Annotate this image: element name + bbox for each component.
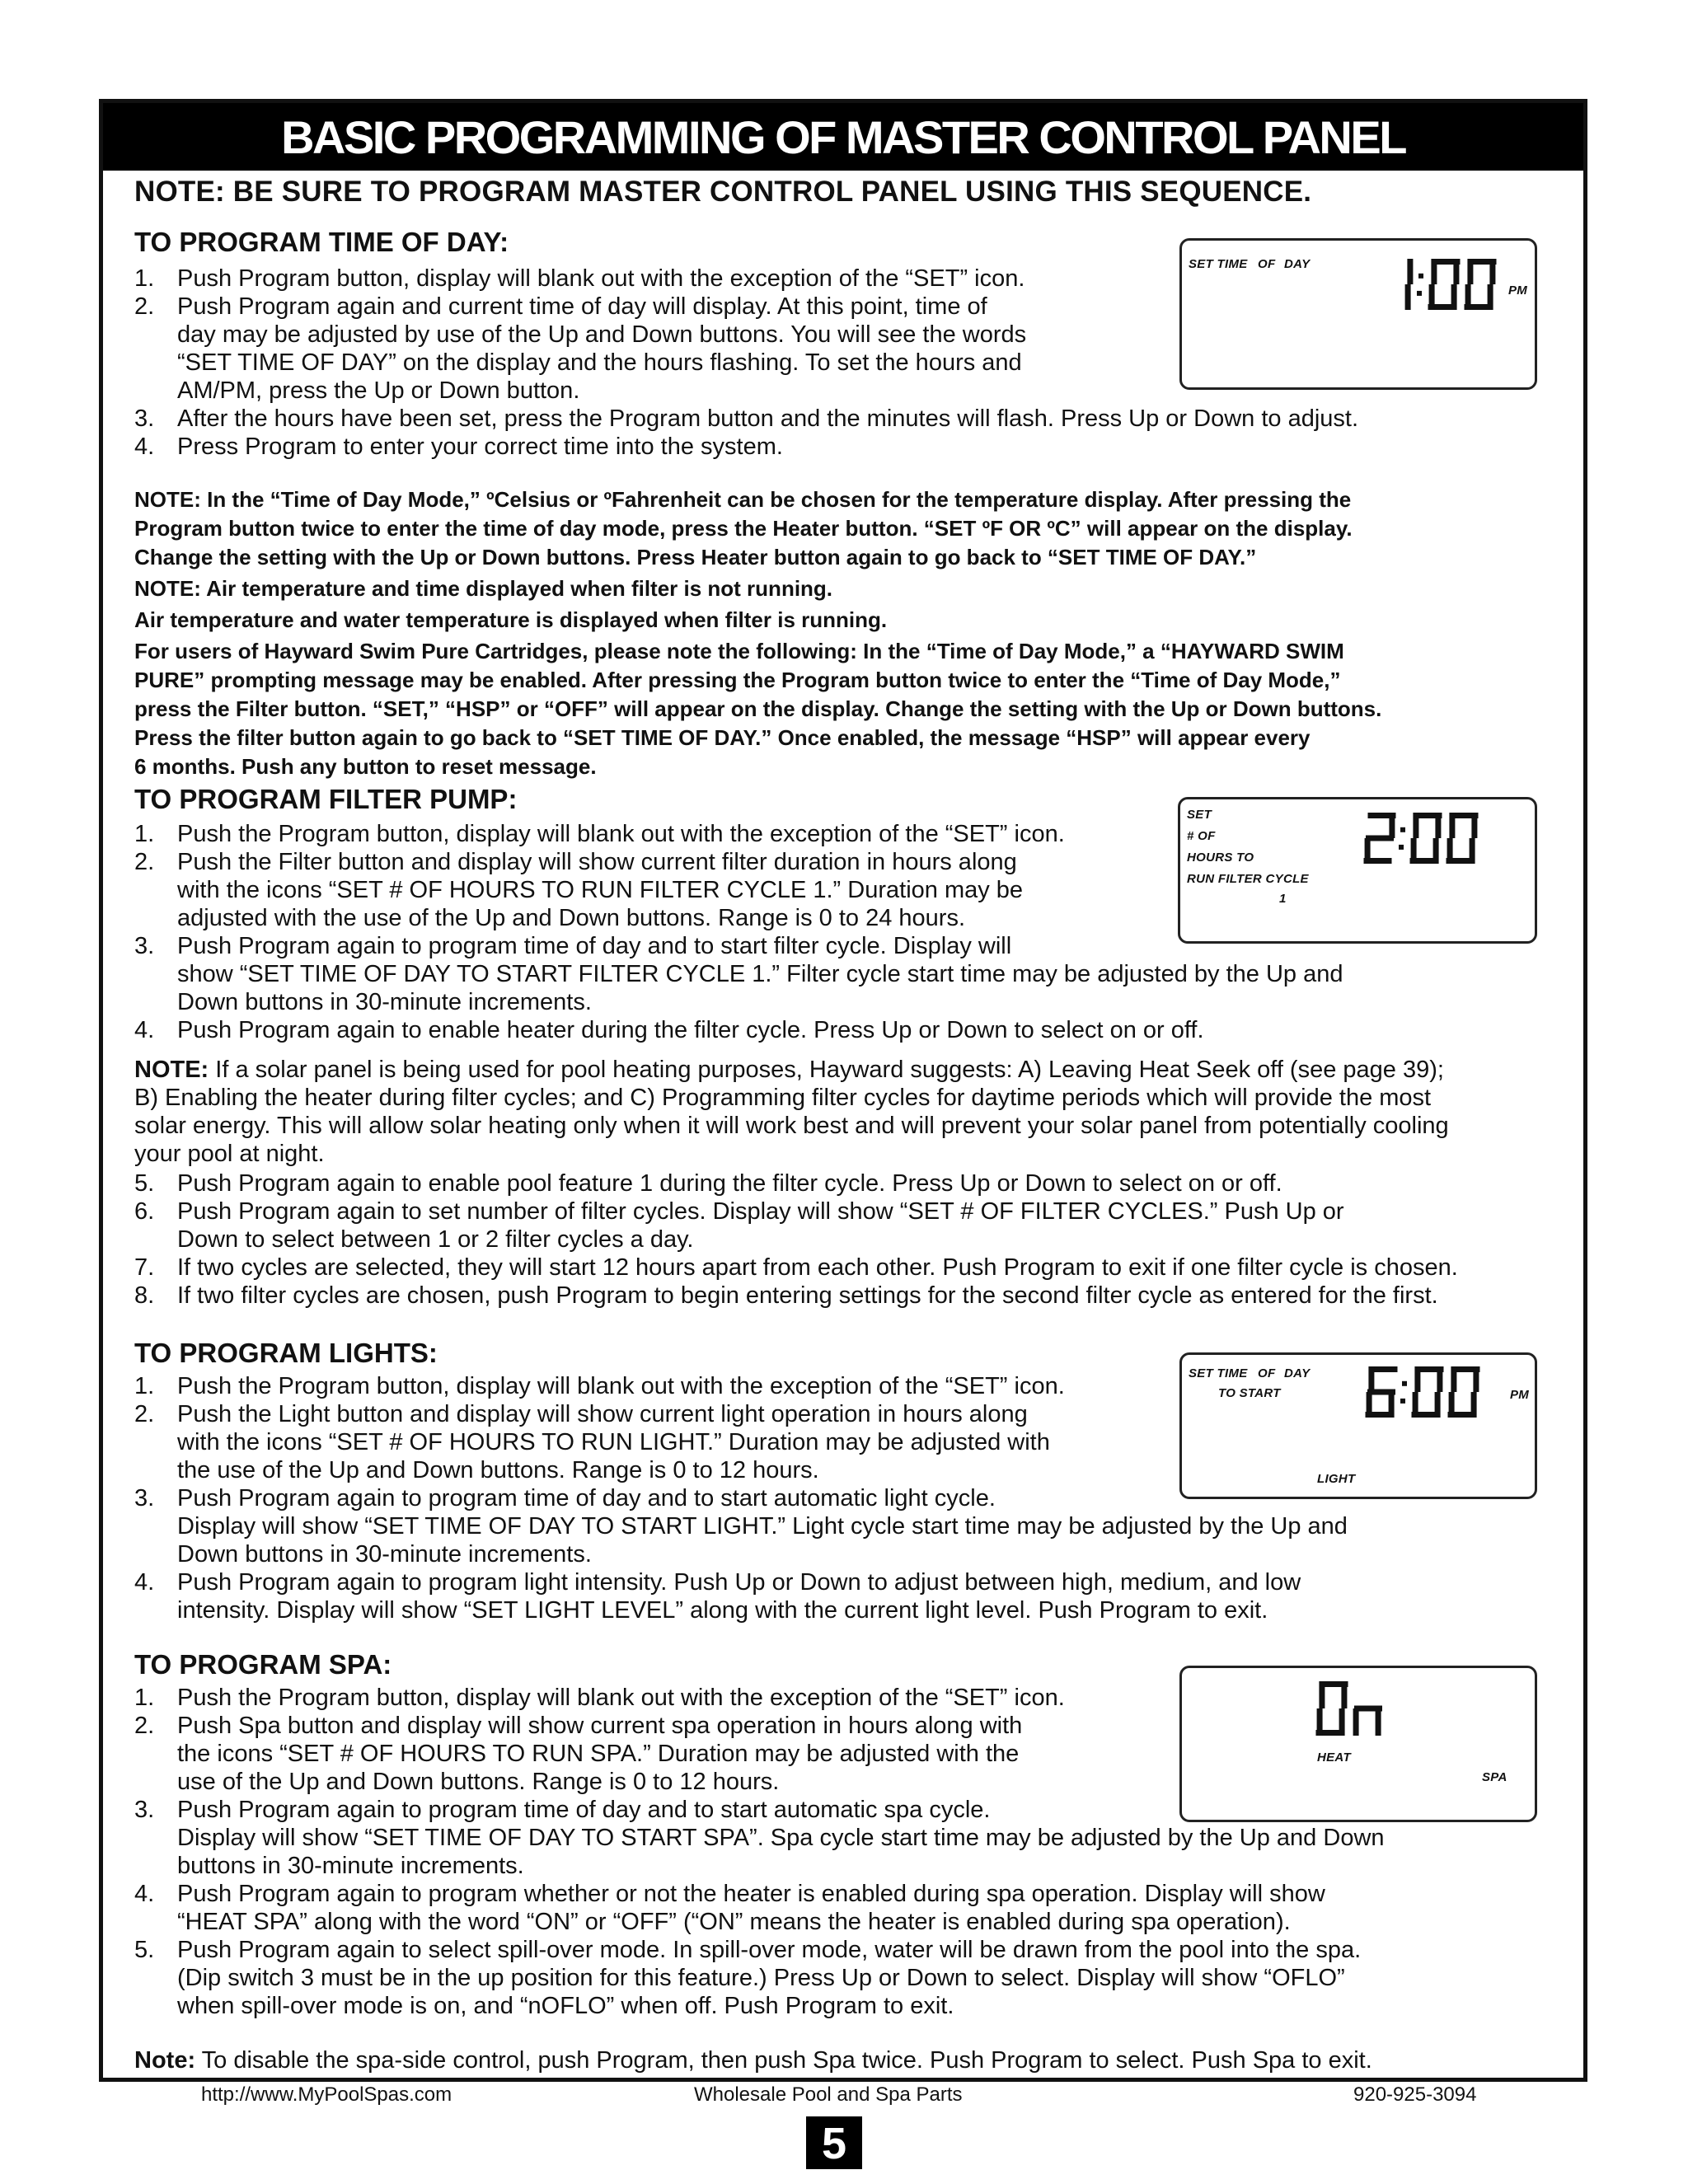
step-line: adjusted with the use of the Up and Down buttons. Range is 0 to 24 hours. bbox=[177, 905, 965, 931]
lcd-display-lights bbox=[1179, 1352, 1537, 1499]
lcd-colon-dot bbox=[1418, 274, 1423, 279]
solar-note-line-1 bbox=[134, 1056, 1449, 1084]
step-number: 3. bbox=[134, 405, 155, 432]
step-line: Push the Program button, display will blank out with the exception of the “SET” icon. bbox=[177, 821, 1065, 847]
step-item bbox=[134, 848, 1343, 932]
step-item bbox=[134, 433, 1358, 461]
solar-note-line-3: solar energy. This will allow solar heating only when it will work best and will prevent your solar panel from potentially cooling bbox=[134, 1113, 1449, 1139]
step-line: when spill-over mode is on, and “nOFLO” when off. Push Program to exit. bbox=[177, 1993, 954, 2019]
lcd-segment bbox=[1473, 1366, 1479, 1392]
page-title: BASIC PROGRAMMING OF MASTER CONTROL PANEL bbox=[103, 103, 1583, 171]
spa-note-text: To disable the spa-side control, push Program, then push Spa twice. Push Program to select. Push Spa to exit. bbox=[195, 2047, 1372, 2074]
lcd-label-set-time: SET TIME bbox=[1189, 257, 1248, 271]
solar-note-line-2: B) Enabling the heater during filter cycles; and C) Programming filter cycles for daytime periods which will provide the most bbox=[134, 1085, 1432, 1111]
step-item bbox=[134, 405, 1358, 433]
spa-note-label: Note: bbox=[134, 2047, 196, 2074]
step-number: 1. bbox=[134, 1373, 155, 1399]
step-line: Down buttons in 30-minute increments. bbox=[177, 1541, 592, 1568]
note-line: PURE” prompting message may be enabled. After pressing the Program button twice to enter the “Time of Day Mode,” bbox=[134, 668, 1341, 692]
step-line: Push Program again to set number of filter cycles. Display will show “SET # OF FILTER CYCLES.” Push Up or bbox=[177, 1198, 1344, 1225]
lcd-segment bbox=[1364, 858, 1392, 864]
time-of-day-steps bbox=[134, 265, 1358, 461]
step-line: the use of the Up and Down buttons. Range is 0 to 12 hours. bbox=[177, 1457, 819, 1483]
lcd-segment bbox=[1413, 1392, 1418, 1418]
note-paragraph bbox=[134, 606, 1381, 635]
step-number: 3. bbox=[134, 1485, 155, 1511]
lcd-segment bbox=[1319, 1681, 1325, 1708]
page-frame bbox=[99, 99, 1587, 2082]
lcd-segment bbox=[1435, 813, 1441, 838]
step-line: Push Program again to program light intensity. Push Up or Down to adjust between high, medium, and low bbox=[177, 1569, 1301, 1596]
lcd-label-day: DAY bbox=[1284, 1366, 1311, 1380]
step-line: Display will show “SET TIME OF DAY TO START LIGHT.” Light cycle start time may be adjusted by the Up and bbox=[177, 1513, 1348, 1540]
filter-pump-solar-note bbox=[134, 1056, 1449, 1168]
lcd-colon-dot bbox=[1417, 291, 1422, 296]
step-item bbox=[134, 265, 1358, 293]
step-line: Push the Filter button and display will show current filter duration in hours along bbox=[177, 849, 1017, 875]
step-number: 2. bbox=[134, 1401, 155, 1427]
lcd-label-spa: SPA bbox=[1482, 1770, 1507, 1784]
note-paragraph bbox=[134, 574, 1381, 603]
sequence-note: NOTE: BE SURE TO PROGRAM MASTER CONTROL PANEL USING THIS SEQUENCE. bbox=[134, 176, 1312, 208]
footer-center-text: Wholesale Pool and Spa Parts bbox=[694, 2083, 963, 2106]
step-line: show “SET TIME OF DAY TO START FILTER CYCLE 1.” Filter cycle start time may be adjusted by the Up and bbox=[177, 961, 1343, 987]
step-line: Push Program button, display will blank out with the exception of the “SET” icon. bbox=[177, 265, 1025, 292]
lcd-label-of: OF bbox=[1258, 257, 1276, 271]
step-line: Push Program again and current time of day will display. At this point, time of bbox=[177, 293, 987, 320]
step-line: Push Program again to select spill-over mode. In spill-over mode, water will be drawn from the pool into the spa. bbox=[177, 1937, 1362, 1963]
step-line: “SET TIME OF DAY” on the display and the hours flashing. To set the hours and bbox=[177, 349, 1022, 376]
step-line: Push Program again to program whether or not the heater is enabled during spa operation. Display will show bbox=[177, 1881, 1325, 1907]
lcd-segment bbox=[1341, 1681, 1347, 1708]
lcd-display-time-of-day bbox=[1179, 238, 1537, 390]
note-line: Air temperature and water temperature is displayed when filter is running. bbox=[134, 607, 888, 632]
note-line: For users of Hayward Swim Pure Cartridges, please note the following: In the “Time of Day Mode,” a “HAYWARD SWIM bbox=[134, 639, 1344, 663]
lcd-segment bbox=[1437, 1366, 1442, 1392]
lcd-segment bbox=[1449, 813, 1455, 838]
solar-note-label: NOTE: bbox=[134, 1057, 209, 1083]
lcd-digits bbox=[1309, 1680, 1424, 1737]
note-line: Change the setting with the Up or Down buttons. Press Heater button again to go back to “SET TIME OF DAY.” bbox=[134, 545, 1257, 569]
lcd-segment bbox=[1431, 259, 1437, 284]
step-line: use of the Up and Down buttons. Range is 0 to 12 hours. bbox=[177, 1769, 780, 1795]
lcd-colon-dot bbox=[1400, 1399, 1405, 1404]
step-item bbox=[134, 1936, 1385, 2020]
lcd-segment bbox=[1376, 1708, 1381, 1736]
step-line: Push the Light button and display will show current light operation in hours along bbox=[177, 1401, 1028, 1427]
step-number: 7. bbox=[134, 1254, 155, 1281]
lcd-label-hours-to: HOURS TO bbox=[1187, 851, 1254, 865]
step-number: 4. bbox=[134, 1569, 155, 1596]
note-paragraph bbox=[134, 637, 1381, 781]
step-number: 4. bbox=[134, 434, 155, 460]
step-line: the icons “SET # OF HOURS TO RUN SPA.” Duration may be adjusted with the bbox=[177, 1741, 1020, 1767]
lcd-segment bbox=[1354, 1706, 1382, 1712]
lcd-segment bbox=[1389, 1392, 1395, 1418]
step-line: Down buttons in 30-minute increments. bbox=[177, 989, 592, 1015]
lcd-segment bbox=[1317, 1708, 1323, 1736]
lcd-label-pm: PM bbox=[1510, 1388, 1530, 1402]
lcd-label-of: OF bbox=[1258, 1366, 1276, 1380]
step-line: If two cycles are selected, they will start 12 hours apart from each other. Push Program to exit if one filter cycle is chosen. bbox=[177, 1254, 1458, 1281]
step-line: After the hours have been set, press the Program button and the minutes will flash. Press Up or Down to adjust. bbox=[177, 405, 1359, 432]
step-line: Push the Program button, display will blank out with the exception of the “SET” icon. bbox=[177, 1373, 1065, 1399]
step-number: 8. bbox=[134, 1282, 155, 1309]
lcd-label-set: SET bbox=[1187, 808, 1212, 822]
step-item bbox=[134, 820, 1343, 848]
heading-filter-pump: TO PROGRAM FILTER PUMP: bbox=[134, 784, 518, 814]
lcd-display-filter-pump bbox=[1178, 797, 1537, 944]
heading-time-of-day: TO PROGRAM TIME OF DAY: bbox=[134, 227, 509, 257]
step-item bbox=[134, 932, 1343, 1016]
lcd-label-light: LIGHT bbox=[1317, 1472, 1356, 1486]
note-line: press the Filter button. “SET,” “HSP” or “OFF” will appear on the display. Change the setting with the Up or Down buttons. bbox=[134, 696, 1382, 721]
lcd-segment bbox=[1413, 813, 1418, 838]
lcd-label-to-start: TO START bbox=[1218, 1386, 1281, 1400]
lcd-label-set-time: SET TIME bbox=[1189, 1366, 1248, 1380]
lcd-segment bbox=[1414, 1366, 1420, 1392]
lcd-digits bbox=[1357, 811, 1505, 865]
lcd-segment bbox=[1449, 1392, 1455, 1418]
lcd-segment bbox=[1451, 1366, 1456, 1392]
lcd-segment bbox=[1465, 284, 1471, 310]
lcd-colon-dot bbox=[1400, 827, 1405, 832]
lcd-digits bbox=[1375, 257, 1507, 312]
lcd-label-cycle-number: 1 bbox=[1279, 892, 1287, 906]
step-item bbox=[134, 293, 1358, 405]
step-line: with the icons “SET # OF HOURS TO RUN FILTER CYCLE 1.” Duration may be bbox=[177, 877, 1024, 903]
lcd-segment bbox=[1453, 259, 1459, 284]
note-line: Press the filter button again to go back to “SET TIME OF DAY.” Once enabled, the message “HSP” will appear every bbox=[134, 725, 1311, 750]
lcd-segment bbox=[1353, 1708, 1359, 1736]
lcd-segment bbox=[1407, 259, 1413, 284]
note-line: NOTE: In the “Time of Day Mode,” ºCelsius or ºFahrenheit can be chosen for the temperature display. After pressing the bbox=[134, 487, 1352, 512]
lcd-segment bbox=[1447, 838, 1453, 864]
step-item bbox=[134, 1484, 1348, 1568]
lcd-label-run-filter-cycle: RUN FILTER CYCLE bbox=[1187, 872, 1309, 886]
step-line: Press Program to enter your correct time into the system. bbox=[177, 434, 783, 460]
step-line: Push the Program button, display will blank out with the exception of the “SET” icon. bbox=[177, 1685, 1065, 1711]
lcd-display-spa bbox=[1179, 1666, 1537, 1822]
step-line: with the icons “SET # OF HOURS TO RUN LIGHT.” Duration may be adjusted with bbox=[177, 1429, 1050, 1455]
filter-pump-steps-a bbox=[134, 820, 1343, 1044]
step-item bbox=[134, 1254, 1458, 1282]
step-item bbox=[134, 1016, 1343, 1044]
step-number: 1. bbox=[134, 1685, 155, 1711]
page-number: 5 bbox=[806, 2116, 862, 2169]
lcd-label-pm: PM bbox=[1508, 284, 1528, 298]
footer-url: http://www.MyPoolSpas.com bbox=[201, 2083, 452, 2106]
solar-note-text-1: If a solar panel is being used for pool heating purposes, Hayward suggests: A) Leaving Heat Seek off (see page 39); bbox=[209, 1057, 1444, 1083]
step-line: Push Program again to program time of day and to start automatic spa cycle. bbox=[177, 1797, 991, 1823]
lcd-segment bbox=[1429, 284, 1435, 310]
footer-phone: 920-925-3094 bbox=[1353, 2083, 1477, 2106]
step-line: (Dip switch 3 must be in the up position for this feature.) Press Up or Down to select. Display will show “OFLO” bbox=[177, 1965, 1345, 1991]
step-line: buttons in 30-minute increments. bbox=[177, 1853, 524, 1879]
lcd-segment bbox=[1467, 259, 1473, 284]
lcd-segment bbox=[1405, 284, 1411, 310]
note-line: NOTE: Air temperature and time displayed when filter is not running. bbox=[134, 576, 833, 601]
step-item bbox=[134, 1400, 1348, 1484]
step-number: 1. bbox=[134, 265, 155, 292]
lcd-digits bbox=[1358, 1365, 1507, 1419]
step-line: intensity. Display will show “SET LIGHT LEVEL” along with the current light level. Push Program to exit. bbox=[177, 1597, 1268, 1624]
lcd-colon-dot bbox=[1402, 1381, 1407, 1386]
step-item bbox=[134, 1197, 1458, 1254]
step-line: AM/PM, press the Up or Down button. bbox=[177, 377, 580, 404]
step-line: Push Spa button and display will show current spa operation in hours along with bbox=[177, 1713, 1023, 1739]
step-item bbox=[134, 1169, 1458, 1197]
step-line: Push Program again to program time of day and to start filter cycle. Display will bbox=[177, 933, 1012, 959]
lcd-label-day: DAY bbox=[1284, 257, 1311, 271]
step-number: 2. bbox=[134, 1713, 155, 1739]
step-number: 4. bbox=[134, 1017, 155, 1043]
heading-lights: TO PROGRAM LIGHTS: bbox=[134, 1338, 438, 1368]
step-number: 5. bbox=[134, 1937, 155, 1963]
step-number: 2. bbox=[134, 293, 155, 320]
step-line: day may be adjusted by use of the Up and Down buttons. You will see the words bbox=[177, 321, 1027, 348]
lcd-segment bbox=[1411, 838, 1417, 864]
step-number: 5. bbox=[134, 1170, 155, 1197]
lcd-segment bbox=[1489, 259, 1495, 284]
step-line: Push Program again to program time of day and to start automatic light cycle. bbox=[177, 1485, 996, 1511]
step-item bbox=[134, 1282, 1458, 1310]
step-number: 3. bbox=[134, 1797, 155, 1823]
lcd-label-heat: HEAT bbox=[1317, 1750, 1351, 1765]
step-line: Display will show “SET TIME OF DAY TO START SPA”. Spa cycle start time may be adjusted by the Up and Down bbox=[177, 1825, 1385, 1851]
step-line: “HEAT SPA” along with the word “ON” or “OFF” (“ON” means the heater is enabled during spa operation). bbox=[177, 1909, 1291, 1935]
lcd-segment bbox=[1368, 1366, 1374, 1392]
step-item bbox=[134, 1568, 1348, 1624]
step-number: 3. bbox=[134, 933, 155, 959]
step-line: Down to select between 1 or 2 filter cycles a day. bbox=[177, 1226, 694, 1253]
note-line: 6 months. Push any button to reset message. bbox=[134, 754, 597, 779]
step-number: 6. bbox=[134, 1198, 155, 1225]
solar-note-line-4: your pool at night. bbox=[134, 1141, 325, 1167]
filter-pump-steps-b bbox=[134, 1169, 1458, 1310]
note-paragraph bbox=[134, 485, 1381, 572]
step-item bbox=[134, 1372, 1348, 1400]
step-line: If two filter cycles are chosen, push Program to begin entering settings for the second filter cycle as entered for the first. bbox=[177, 1282, 1438, 1309]
time-of-day-notes bbox=[134, 485, 1381, 781]
lights-steps bbox=[134, 1372, 1348, 1624]
note-line: Program button twice to enter the time of day mode, press the Heater button. “SET ºF OR ºC” will appear on the display. bbox=[134, 516, 1353, 541]
step-line: Push Program again to enable heater during the filter cycle. Press Up or Down to select on or off. bbox=[177, 1017, 1204, 1043]
step-line: Push Program again to enable pool feature 1 during the filter cycle. Press Up or Down to select on or off. bbox=[177, 1170, 1282, 1197]
lcd-segment bbox=[1471, 813, 1477, 838]
step-number: 1. bbox=[134, 821, 155, 847]
step-number: 2. bbox=[134, 849, 155, 875]
lcd-segment bbox=[1389, 813, 1395, 838]
lcd-label-num-of: # OF bbox=[1187, 829, 1216, 843]
spa-disable-note bbox=[134, 2046, 1372, 2074]
heading-spa: TO PROGRAM SPA: bbox=[134, 1649, 392, 1680]
step-number: 4. bbox=[134, 1881, 155, 1907]
lcd-colon-dot bbox=[1399, 845, 1404, 850]
step-item bbox=[134, 1880, 1385, 1936]
